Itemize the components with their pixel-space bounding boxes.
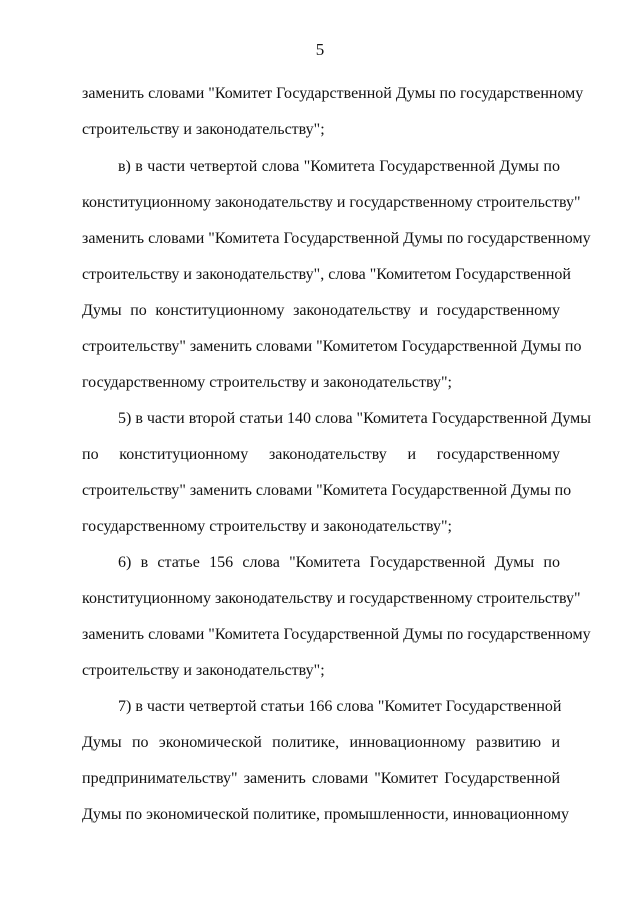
text-line: конституционному законодательству и государственному строительству" xyxy=(82,590,581,607)
text-line: государственному строительству и законодательству"; xyxy=(82,518,452,535)
text-line: предпринимательству" заменить словами "Комитет Государственной xyxy=(82,770,560,787)
text-line: строительству" заменить словами "Комитета Государственной Думы по xyxy=(82,482,572,499)
text-line: 6) в статье 156 слова "Комитета Государственной Думы по xyxy=(118,554,560,571)
text-line: Думы по экономической политике, инновационному развитию и xyxy=(82,734,560,751)
text-line: государственному строительству и законодательству"; xyxy=(82,374,452,391)
text-line: 7) в части четвертой статьи 166 слова "Комитет Государственной xyxy=(118,698,562,715)
text-line: 5) в части второй статьи 140 слова "Комитета Государственной Думы xyxy=(118,410,592,427)
text-line: по конституционному законодательству и государственному xyxy=(82,446,560,463)
text-line: заменить словами "Комитет Государственной Думы по государственному xyxy=(82,85,584,102)
text-line: Думы по экономической политике, промышленности, инновационному xyxy=(82,806,569,823)
text-line: строительству и законодательству"; xyxy=(82,121,325,138)
text-line: заменить словами "Комитета Государственной Думы по государственному xyxy=(82,626,591,643)
page-number: 5 xyxy=(315,40,325,59)
text-line: строительству" заменить словами "Комитетом Государственной Думы по xyxy=(82,338,582,355)
text-line: Думы по конституционному законодательству и государственному xyxy=(82,302,560,319)
text-line: заменить словами "Комитета Государственной Думы по государственному xyxy=(82,230,591,247)
text-line: конституционному законодательству и государственному строительству" xyxy=(82,194,581,211)
text-line: строительству и законодательству"; xyxy=(82,662,325,679)
text-line: строительству и законодательству", слова "Комитетом Государственной xyxy=(82,266,571,283)
text-line: в) в части четвертой слова "Комитета Государственной Думы по xyxy=(118,158,560,175)
